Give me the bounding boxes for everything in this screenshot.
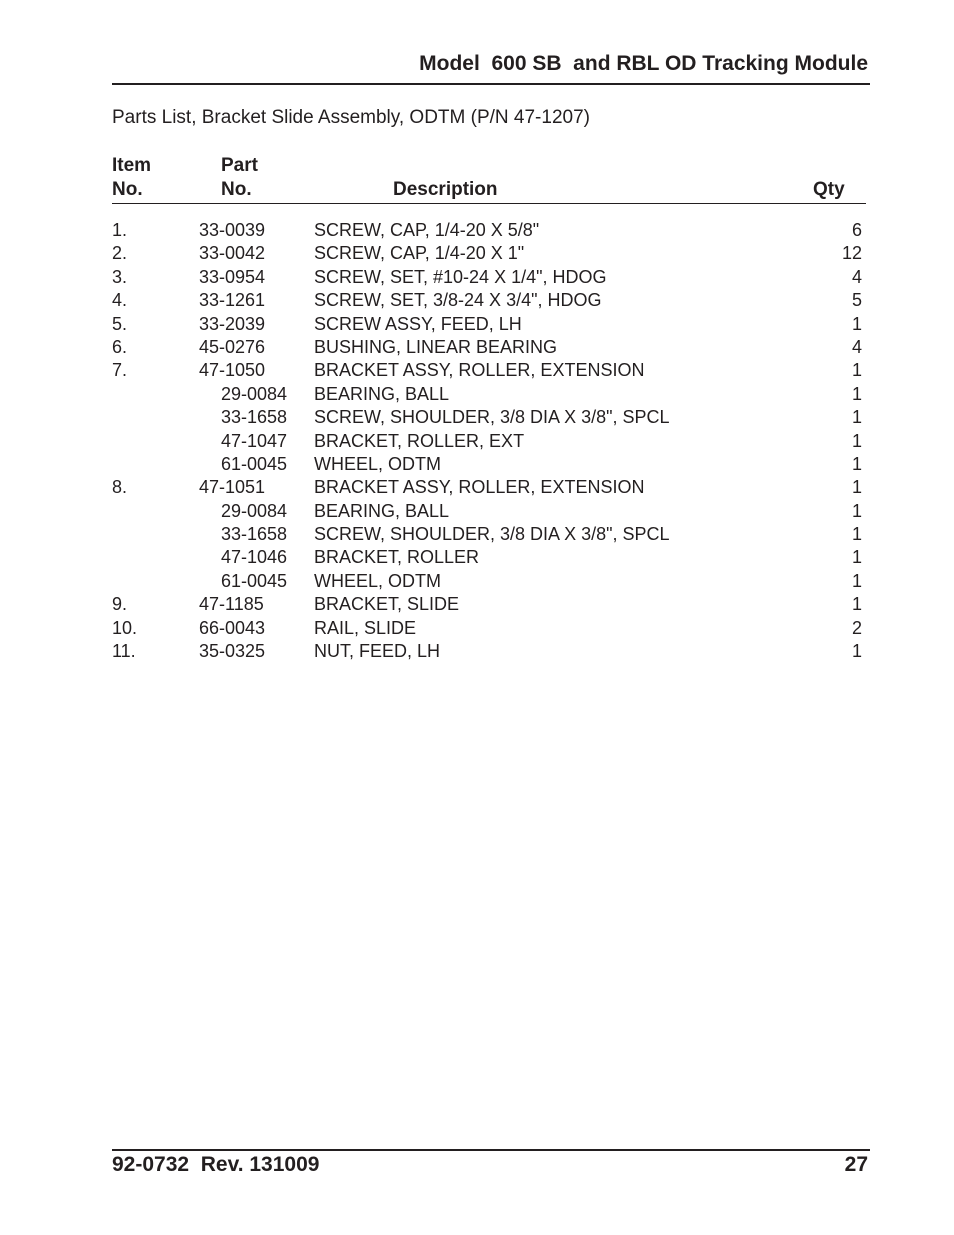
cell-description: NUT, FEED, LH bbox=[314, 641, 441, 662]
document-revision: 92-0732 Rev. 131009 bbox=[112, 1153, 320, 1176]
table-row bbox=[0, 242, 954, 265]
table-row bbox=[0, 617, 954, 640]
cell-part-no: 47-1046 bbox=[221, 547, 288, 568]
cell-qty: 1 bbox=[851, 360, 862, 381]
cell-item-no: 10. bbox=[112, 617, 138, 638]
cell-item-no: 7. bbox=[112, 360, 128, 381]
table-row bbox=[0, 570, 954, 593]
table-row bbox=[0, 476, 954, 499]
cell-part-no: 66-0043 bbox=[199, 617, 266, 638]
cell-qty: 12 bbox=[841, 243, 862, 264]
cell-part-no: 45-0276 bbox=[199, 336, 266, 357]
cell-qty: 6 bbox=[851, 220, 862, 240]
cell-qty: 2 bbox=[851, 617, 862, 638]
cell-qty: 1 bbox=[851, 594, 862, 615]
cell-description: BEARING, BALL bbox=[314, 500, 450, 521]
table-header-divider bbox=[112, 203, 866, 204]
cell-qty: 1 bbox=[851, 383, 862, 404]
cell-description: BRACKET ASSY, ROLLER, EXTENSION bbox=[314, 360, 645, 381]
cell-description: SCREW, SHOULDER, 3/8 DIA X 3/8", SPCL bbox=[314, 407, 670, 428]
cell-item-no: 9. bbox=[112, 594, 128, 615]
cell-item-no: 4. bbox=[112, 290, 128, 311]
cell-qty: 1 bbox=[851, 570, 862, 591]
table-row bbox=[0, 453, 954, 476]
column-header-part-line2: No. bbox=[221, 179, 252, 200]
table-row bbox=[0, 383, 954, 406]
cell-description: WHEEL, ODTM bbox=[314, 570, 442, 591]
cell-part-no: 29-0084 bbox=[221, 383, 288, 404]
cell-description: BRACKET, ROLLER bbox=[314, 547, 480, 568]
column-header-qty: Qty bbox=[813, 179, 845, 200]
table-row bbox=[0, 593, 954, 616]
column-header-item-line2: No. bbox=[112, 179, 143, 200]
column-header-item-line1: Item bbox=[112, 155, 152, 176]
table-row bbox=[0, 266, 954, 289]
cell-item-no: 6. bbox=[112, 336, 128, 357]
cell-description: WHEEL, ODTM bbox=[314, 453, 442, 474]
table-row bbox=[0, 219, 954, 242]
cell-qty: 1 bbox=[851, 407, 862, 428]
cell-qty: 1 bbox=[851, 524, 862, 545]
cell-part-no: 33-2039 bbox=[199, 313, 266, 334]
table-row bbox=[0, 640, 954, 663]
cell-qty: 4 bbox=[851, 266, 862, 287]
cell-part-no: 33-1658 bbox=[221, 407, 288, 428]
table-row bbox=[0, 500, 954, 523]
page-header-title: Model 600 SB and RBL OD Tracking Module bbox=[419, 52, 868, 75]
cell-description: BRACKET, SLIDE bbox=[314, 594, 460, 615]
header-divider bbox=[112, 83, 870, 85]
cell-part-no: 47-1051 bbox=[199, 477, 266, 498]
page-number: 27 bbox=[844, 1153, 868, 1176]
cell-part-no: 33-0954 bbox=[199, 266, 266, 287]
cell-item-no: 1. bbox=[112, 220, 128, 240]
cell-item-no: 11. bbox=[112, 641, 136, 662]
cell-qty: 1 bbox=[851, 430, 862, 451]
cell-item-no: 3. bbox=[112, 266, 128, 287]
cell-part-no: 47-1050 bbox=[199, 360, 266, 381]
cell-description: BEARING, BALL bbox=[314, 383, 450, 404]
cell-qty: 1 bbox=[851, 313, 862, 334]
cell-qty: 5 bbox=[851, 290, 862, 311]
table-row bbox=[0, 406, 954, 429]
cell-item-no: 8. bbox=[112, 477, 128, 498]
cell-part-no: 29-0084 bbox=[221, 500, 288, 521]
table-row bbox=[0, 289, 954, 312]
table-row bbox=[0, 546, 954, 569]
table-row bbox=[0, 523, 954, 546]
cell-description: SCREW, SHOULDER, 3/8 DIA X 3/8", SPCL bbox=[314, 524, 670, 545]
cell-description: SCREW, CAP, 1/4-20 X 1" bbox=[314, 243, 525, 264]
cell-description: BUSHING, LINEAR BEARING bbox=[314, 336, 558, 357]
cell-description: BRACKET, ROLLER, EXT bbox=[314, 430, 525, 451]
cell-item-no: 5. bbox=[112, 313, 128, 334]
cell-qty: 1 bbox=[851, 477, 862, 498]
cell-qty: 1 bbox=[851, 547, 862, 568]
cell-description: SCREW, SET, #10-24 X 1/4", HDOG bbox=[314, 266, 607, 287]
cell-qty: 1 bbox=[851, 641, 862, 662]
cell-part-no: 33-0042 bbox=[199, 243, 266, 264]
cell-part-no: 33-1261 bbox=[199, 290, 266, 311]
column-header-description: Description bbox=[393, 179, 498, 200]
table-row bbox=[0, 336, 954, 359]
cell-qty: 4 bbox=[851, 336, 862, 357]
table-row bbox=[0, 430, 954, 453]
footer-divider bbox=[112, 1149, 870, 1151]
cell-description: RAIL, SLIDE bbox=[314, 617, 417, 638]
cell-part-no: 33-1658 bbox=[221, 524, 288, 545]
cell-description: SCREW, SET, 3/8-24 X 3/4", HDOG bbox=[314, 290, 602, 311]
cell-part-no: 47-1047 bbox=[221, 430, 288, 451]
table-row bbox=[0, 359, 954, 382]
cell-qty: 1 bbox=[851, 500, 862, 521]
cell-part-no: 47-1185 bbox=[199, 594, 264, 615]
parts-list-title: Parts List, Bracket Slide Assembly, ODTM (P/N 47-1207) bbox=[112, 107, 590, 128]
cell-description: SCREW, CAP, 1/4-20 X 5/8" bbox=[314, 220, 540, 240]
table-row bbox=[0, 313, 954, 336]
cell-part-no: 33-0039 bbox=[199, 220, 266, 240]
column-header-part-line1: Part bbox=[221, 155, 258, 176]
cell-part-no: 61-0045 bbox=[221, 570, 288, 591]
cell-item-no: 2. bbox=[112, 243, 128, 264]
cell-part-no: 35-0325 bbox=[199, 641, 266, 662]
cell-description: BRACKET ASSY, ROLLER, EXTENSION bbox=[314, 477, 645, 498]
cell-qty: 1 bbox=[851, 453, 862, 474]
cell-description: SCREW ASSY, FEED, LH bbox=[314, 313, 522, 334]
cell-part-no: 61-0045 bbox=[221, 453, 288, 474]
parts-list-table bbox=[0, 219, 954, 663]
